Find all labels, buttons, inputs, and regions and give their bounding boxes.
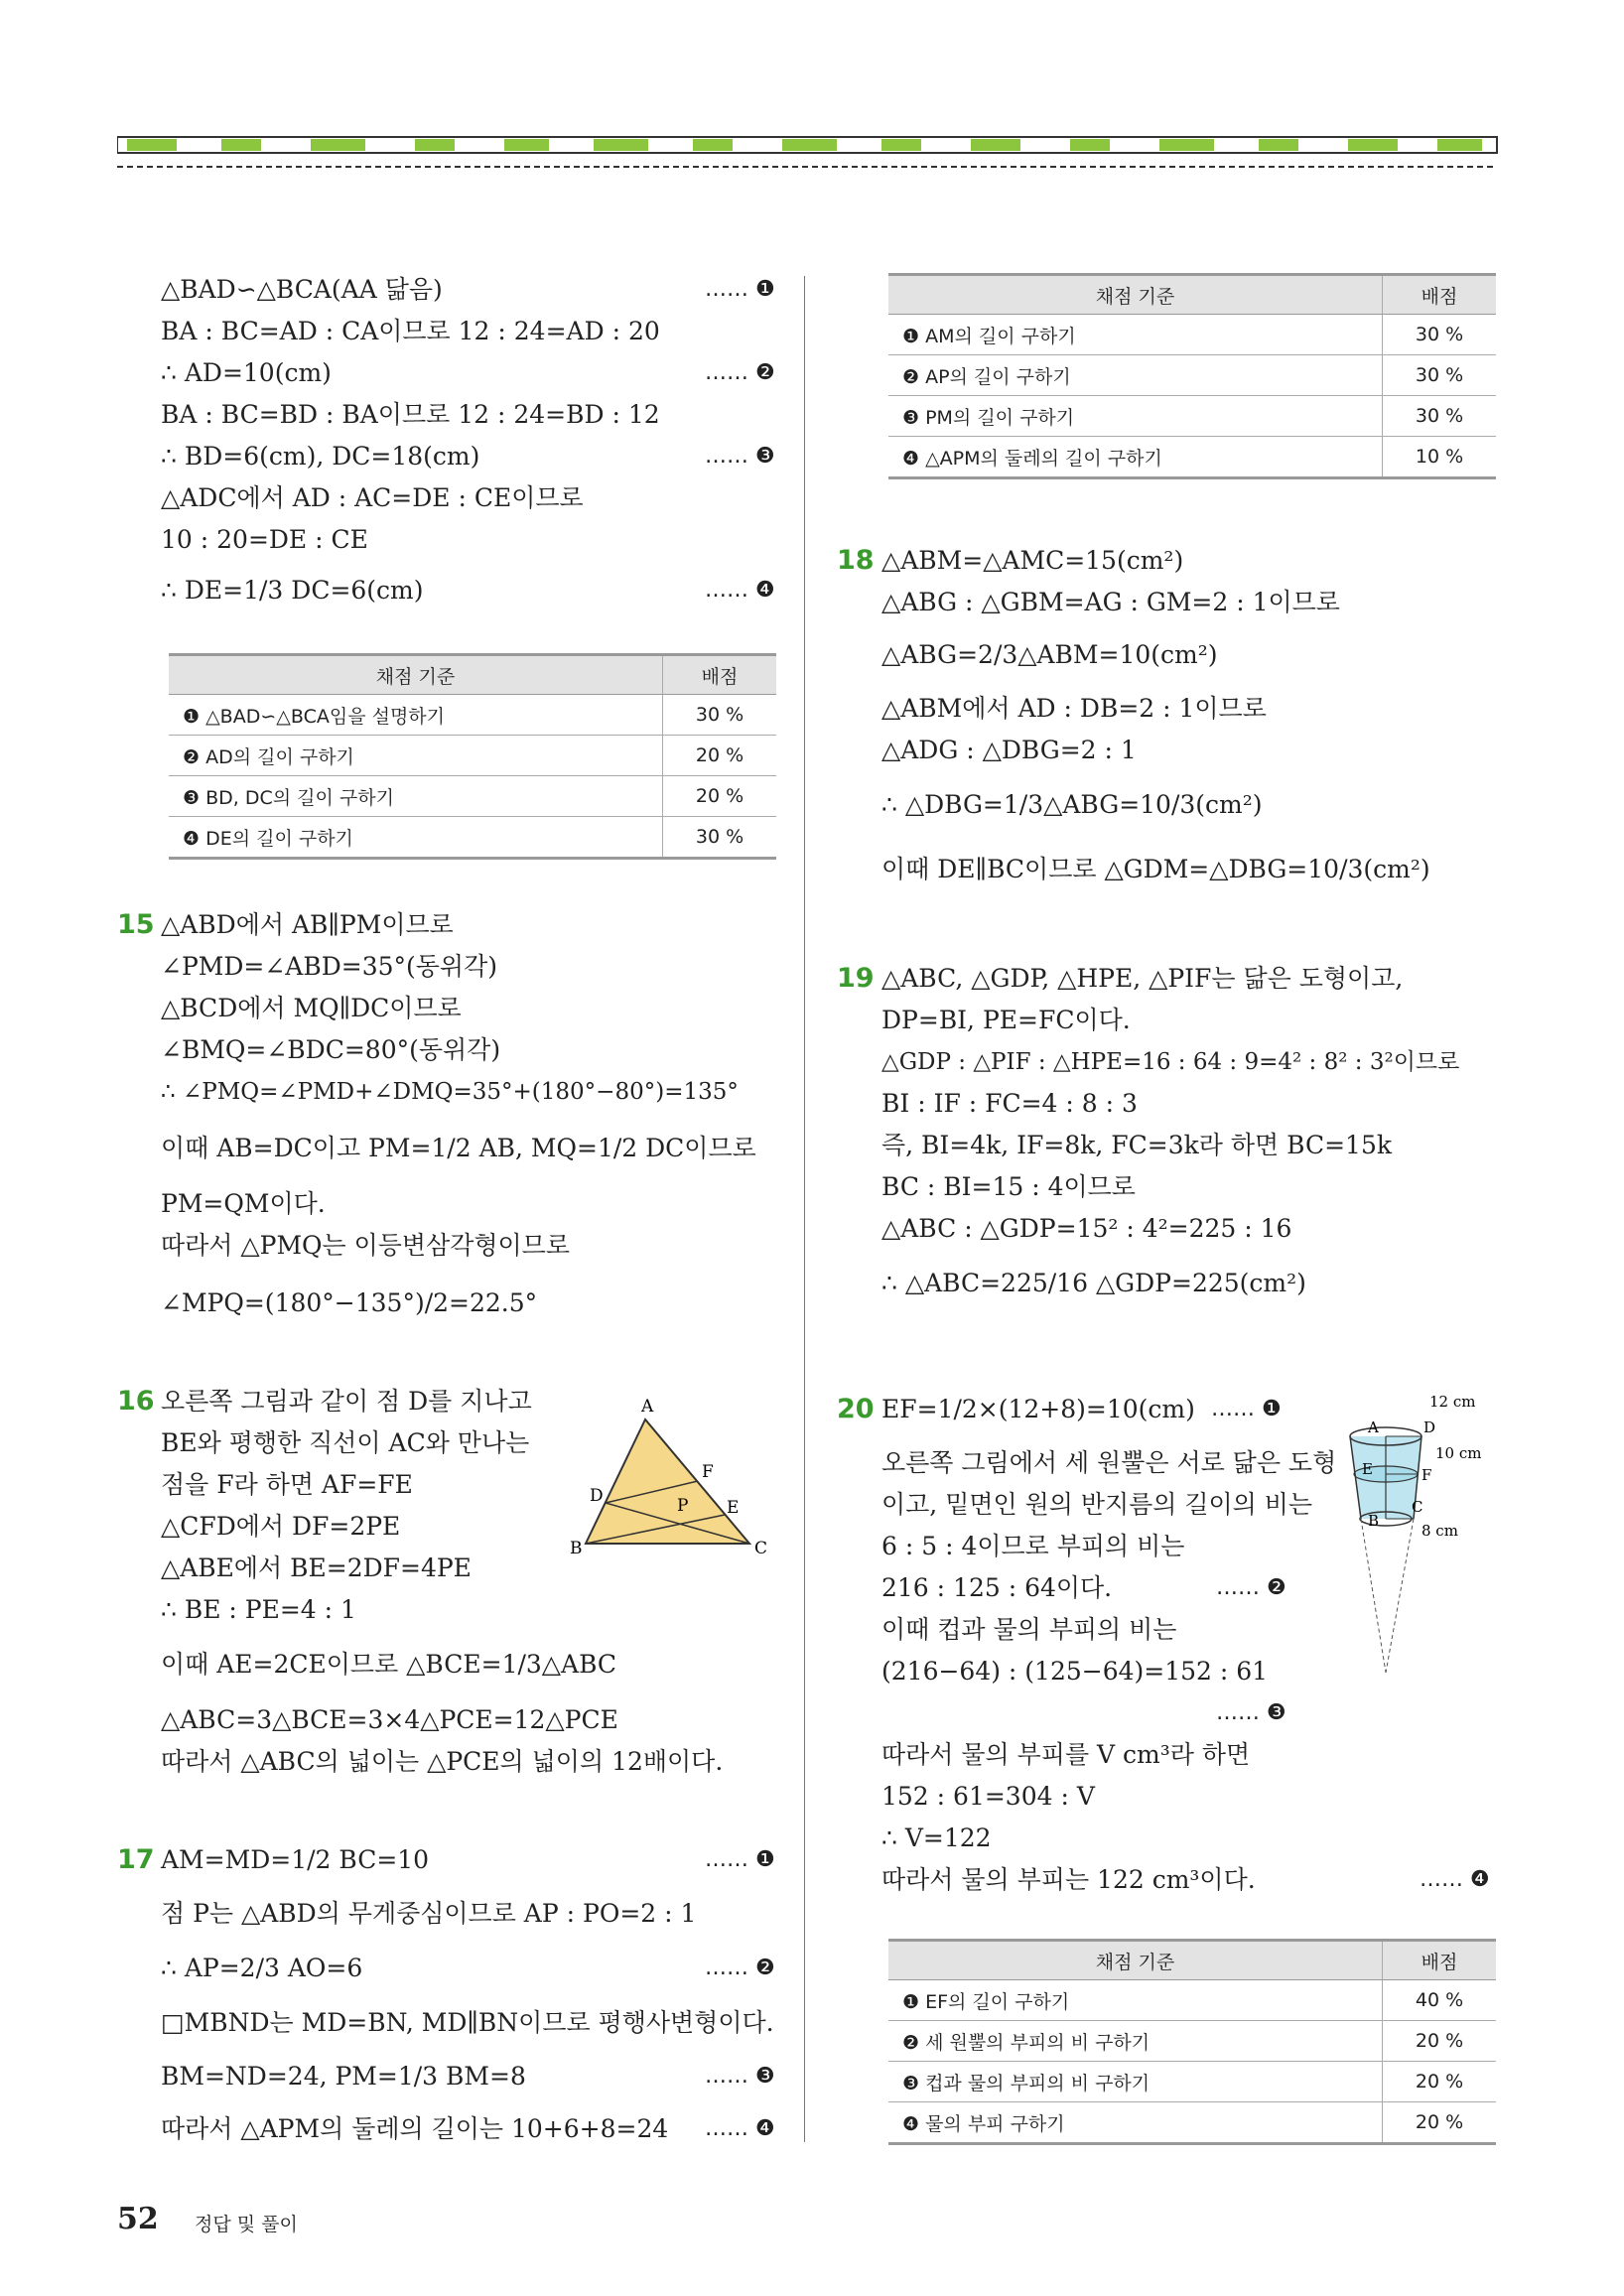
step-marker: …… ❷ [705,360,775,385]
fig-label: E [1362,1460,1373,1478]
problem-number: 19 [837,963,875,994]
p15-line: ∠BMQ=∠BDC=80°(동위각) [161,1035,501,1064]
p17-line: AM=MD=1/2 BC=10 [161,1845,430,1874]
header-decoration [117,129,1507,174]
p20-line: 오른쪽 그림에서 세 원뿔은 서로 닮은 도형 [881,1448,1337,1477]
p14-line: BA : BC=AD : CA이므로 12 : 24=AD : 20 [161,317,660,345]
p18-line: △ABG : △GBM=AG : GM=2 : 1이므로 [881,588,1340,616]
table-row: ❶ △BAD∽△BCA임을 설명하기 30 % [169,695,776,736]
p14-line: △BAD∽△BCA(AA 닮음) [161,275,443,304]
problem-number: 20 [837,1394,875,1424]
step-marker: …… ❸ [705,2064,775,2089]
step-marker: …… ❷ [705,1956,775,1980]
p17-line: 점 P는 △ABD의 무게중심이므로 AP : PO=2 : 1 [161,1899,697,1928]
table-row: ❶ AM의 길이 구하기 30 % [888,315,1496,355]
p15-line: △BCD에서 MQ∥DC이므로 [161,994,462,1022]
table-header: 배점 [1383,275,1497,315]
table-row: ❷ 세 원뿔의 부피의 비 구하기 20 % [888,2021,1496,2062]
fig-label: B [1368,1512,1380,1530]
table-header: 채점 기준 [169,655,663,695]
p20-line: 따라서 물의 부피를 V cm³라 하면 [881,1740,1251,1769]
fig-label: F [702,1462,714,1482]
p18-line: △ABG=2/3△ABM=10(cm²) [881,640,1218,669]
p20-line: 이고, 밑면인 원의 반지름의 길이의 비는 [881,1490,1313,1519]
fig-label: 8 cm [1421,1522,1458,1540]
table-header: 채점 기준 [888,1941,1383,1980]
fig-label: A [1368,1418,1379,1436]
step-marker: …… ❸ [705,444,775,469]
p16-line: △CFD에서 DF=2PE [161,1512,401,1541]
p18-line: ∴ △DBG=1/3△ABG=10/3(cm²) [881,790,1263,819]
footer-label: 정답 및 풀이 [195,2214,298,2235]
step-marker: …… ❶ [1211,1397,1282,1421]
p14-line: ∴ DE=1/3 DC=6(cm) [161,576,424,605]
step-marker: …… ❷ [1216,1575,1286,1600]
p19-line: △GDP : △PIF : △HPE=16 : 64 : 9=4² : 8² : 3²이므로 [881,1049,1460,1075]
p14-line: ∴ BD=6(cm), DC=18(cm) [161,442,480,471]
table-row: ❸ BD, DC의 길이 구하기 20 % [169,776,776,817]
table-row: ❷ AD의 길이 구하기 20 % [169,736,776,776]
grading-table-14 [169,653,776,860]
p14-line: ∴ AD=10(cm) [161,358,332,387]
p15-line: ∴ ∠PMQ=∠PMD+∠DMQ=35°+(180°−80°)=135° [161,1079,739,1105]
p19-line: DP=BI, PE=FC이다. [881,1006,1131,1034]
p20-line: ∴ V=122 [881,1823,992,1852]
step-marker: …… ❹ [705,578,775,603]
p17-line: □MBND는 MD=BN, MD∥BN이므로 평행사변형이다. [161,2008,774,2037]
p16-line: △ABE에서 BE=2DF=4PE [161,1553,472,1582]
p17-line: BM=ND=24, PM=1/3 BM=8 [161,2062,526,2091]
table-header: 배점 [663,655,777,695]
p19-line: △ABC, △GDP, △HPE, △PIF는 닮은 도형이고, [881,964,1404,993]
page-number: 52 [117,2202,159,2236]
p19-line: BI : IF : FC=4 : 8 : 3 [881,1089,1138,1118]
step-marker: …… ❶ [705,277,775,302]
fig-label: D [1423,1418,1436,1436]
p18-line: △ADG : △DBG=2 : 1 [881,736,1137,764]
table-row: ❹ △APM의 둘레의 길이 구하기 10 % [888,437,1496,478]
p15-line: ∠PMD=∠ABD=35°(동위각) [161,952,497,981]
p20-line: 216 : 125 : 64이다. [881,1573,1113,1602]
p16-line: ∴ BE : PE=4 : 1 [161,1595,356,1624]
table-row: ❸ PM의 길이 구하기 30 % [888,396,1496,437]
fig-label: D [590,1486,604,1506]
fig-label: B [570,1539,583,1558]
p15-line: ∠MPQ=(180°−135°)/2=22.5° [161,1288,538,1317]
table-row: ❶ EF의 길이 구하기 40 % [888,1980,1496,2021]
column-divider [804,276,805,2142]
p18-line: △ABM=△AMC=15(cm²) [881,546,1184,575]
p18-line: △ABM에서 AD : DB=2 : 1이므로 [881,694,1267,723]
p18-line: 이때 DE∥BC이므로 △GDM=△DBG=10/3(cm²) [881,855,1430,883]
fig-label: A [641,1397,654,1417]
p20-line: 이때 컵과 물의 부피의 비는 [881,1615,1177,1644]
fig-label: 12 cm [1429,1393,1476,1411]
fig-label: C [1412,1498,1423,1516]
p16-line: △ABC=3△BCE=3×4△PCE=12△PCE [161,1705,618,1734]
p20-line: 152 : 61=304 : V [881,1782,1095,1811]
p20-line: 6 : 5 : 4이므로 부피의 비는 [881,1532,1185,1560]
table-row: ❷ AP의 길이 구하기 30 % [888,355,1496,396]
step-marker: …… ❶ [705,1847,775,1872]
p20-line: EF=1/2×(12+8)=10(cm) [881,1395,1195,1423]
p15-line: 이때 AB=DC이고 PM=1/2 AB, MQ=1/2 DC이므로 [161,1134,756,1162]
table-row: ❸ 컵과 물의 부피의 비 구하기 20 % [888,2062,1496,2102]
p16-line: 따라서 △ABC의 넓이는 △PCE의 넓이의 12배이다. [161,1747,724,1776]
p16-line: BE와 평행한 직선이 AC와 만나는 [161,1428,530,1457]
p19-line: ∴ △ABC=225/16 △GDP=225(cm²) [881,1269,1306,1297]
p19-line: △ABC : △GDP=15² : 4²=225 : 16 [881,1214,1292,1243]
problem-number: 17 [117,1844,155,1875]
problem-number: 15 [117,909,155,940]
fig-label: E [727,1498,740,1518]
p20-line: 따라서 물의 부피는 122 cm³이다. [881,1865,1256,1894]
p17-line: 따라서 △APM의 둘레의 길이는 10+6+8=24 [161,2114,669,2143]
p14-line: 10 : 20=DE : CE [161,525,368,554]
step-marker: …… ❹ [705,2116,775,2141]
grading-table-17 [888,273,1496,479]
problem-number: 18 [837,545,875,576]
p19-line: 즉, BI=4k, IF=8k, FC=3k라 하면 BC=15k [881,1131,1392,1159]
p16-line: 이때 AE=2CE이므로 △BCE=1/3△ABC [161,1650,617,1679]
p20-line: (216−64) : (125−64)=152 : 61 [881,1657,1269,1686]
fig-label: F [1421,1466,1432,1484]
p17-line: ∴ AP=2/3 AO=6 [161,1954,363,1982]
step-marker: …… ❹ [1420,1867,1490,1892]
fig-label: P [677,1496,689,1516]
p14-line: BA : BC=BD : BA이므로 12 : 24=BD : 12 [161,400,660,429]
p15-line: △ABD에서 AB∥PM이므로 [161,910,454,939]
table-header: 채점 기준 [888,275,1383,315]
p16-line: 점을 F라 하면 AF=FE [161,1470,413,1499]
step-marker: …… ❸ [1216,1700,1286,1725]
table-row: ❹ DE의 길이 구하기 30 % [169,817,776,859]
grading-table-20 [888,1939,1496,2145]
p14-line: △ADC에서 AD : AC=DE : CE이므로 [161,483,584,512]
cone-cup-figure [1310,1385,1509,1692]
fig-label: 10 cm [1435,1444,1482,1462]
p15-line: PM=QM이다. [161,1189,326,1218]
p19-line: BC : BI=15 : 4이므로 [881,1172,1136,1201]
table-header: 배점 [1383,1941,1497,1980]
triangle-figure [566,1390,784,1558]
p16-line: 오른쪽 그림과 같이 점 D를 지나고 [161,1387,532,1416]
p15-line: 따라서 △PMQ는 이등변삼각형이므로 [161,1231,570,1260]
table-row: ❹ 물의 부피 구하기 20 % [888,2102,1496,2144]
fig-label: C [754,1539,768,1558]
problem-number: 16 [117,1386,155,1417]
